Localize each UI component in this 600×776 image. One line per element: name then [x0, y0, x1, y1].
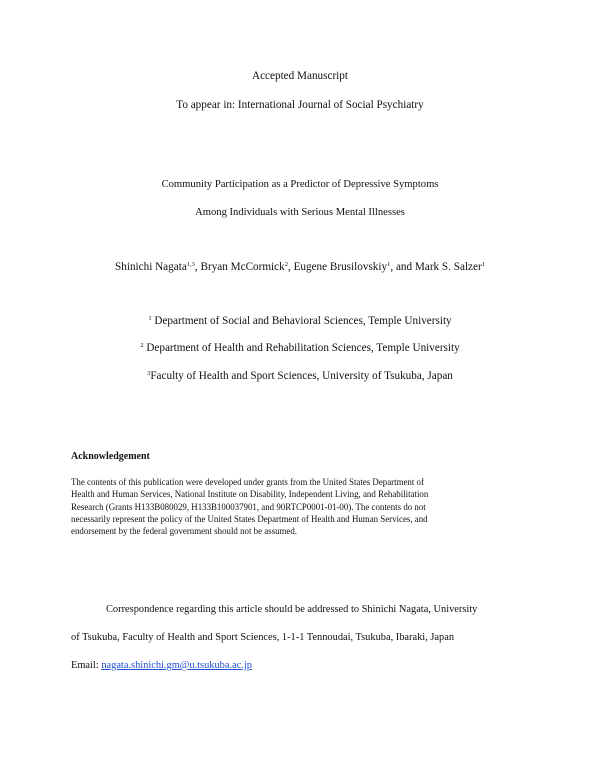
author-affiliation-sup: 2 [284, 261, 288, 268]
affiliation-sup: 2 [140, 342, 144, 349]
title-line-1: Community Participation as a Predictor of Depressive Symptoms [161, 179, 439, 190]
acknowledgement-line: necessarily represent the policy of the United States Department of Health and Human Services, and [71, 513, 428, 524]
affiliation-text: Faculty of Health and Sport Sciences, University of Tsukuba, Japan [150, 370, 453, 382]
title-line-2: Among Individuals with Serious Mental Illnesses [195, 207, 405, 218]
email-link[interactable]: nagata.shinichi.gm@u.tsukuba.ac.jp [101, 660, 252, 671]
acknowledgement-line: endorsement by the federal government should not be assumed. [71, 526, 298, 537]
author-affiliation-sup: 1 [481, 261, 485, 268]
acknowledgement-line: Research (Grants H133B080029, H133B100037901, and 90RTCP0001-01-00). The contents do not [71, 501, 426, 512]
affiliation-sup: 3 [147, 370, 151, 377]
author-list [0, 261, 600, 273]
manuscript-status: Accepted Manuscript [252, 70, 348, 82]
affiliation [0, 342, 600, 354]
correspondence-email-line [71, 660, 252, 671]
affiliation-text: Department of Social and Behavioral Sciences, Temple University [151, 315, 452, 327]
affiliation-sup: 1 [148, 315, 152, 322]
author-separator: , [194, 261, 201, 273]
acknowledgement-body [71, 476, 527, 537]
affiliation-text: Department of Health and Rehabilitation Sciences, Temple University [143, 342, 460, 354]
author-affiliation-sup: 1,3 [186, 261, 195, 268]
correspondence-line-1: Correspondence regarding this article should be addressed to Shinichi Nagata, University [106, 604, 478, 615]
author-name: Mark S. Salzer [414, 261, 482, 273]
author-separator: , and [390, 261, 415, 273]
author-name: Bryan McCormick [200, 261, 285, 273]
acknowledgement-line: Health and Human Services, National Institute on Disability, Independent Living, and Rehabilitation [71, 489, 429, 500]
email-label: Email: [71, 660, 102, 671]
journal-notice: To appear in: International Journal of Social Psychiatry [176, 99, 424, 111]
author-name: Eugene Brusilovskiy [293, 261, 388, 273]
correspondence-line-2: of Tsukuba, Faculty of Health and Sport Sciences, 1-1-1 Tennoudai, Tsukuba, Ibaraki, Japan [71, 632, 455, 643]
affiliation [0, 370, 600, 382]
author-name: Shinichi Nagata [115, 261, 187, 273]
affiliation [0, 315, 600, 327]
author-affiliation-sup: 1 [387, 261, 391, 268]
acknowledgement-heading: Acknowledgement [71, 451, 150, 462]
author-separator: , [287, 261, 294, 273]
acknowledgement-line: The contents of this publication were developed under grants from the United States Department of [71, 477, 424, 487]
